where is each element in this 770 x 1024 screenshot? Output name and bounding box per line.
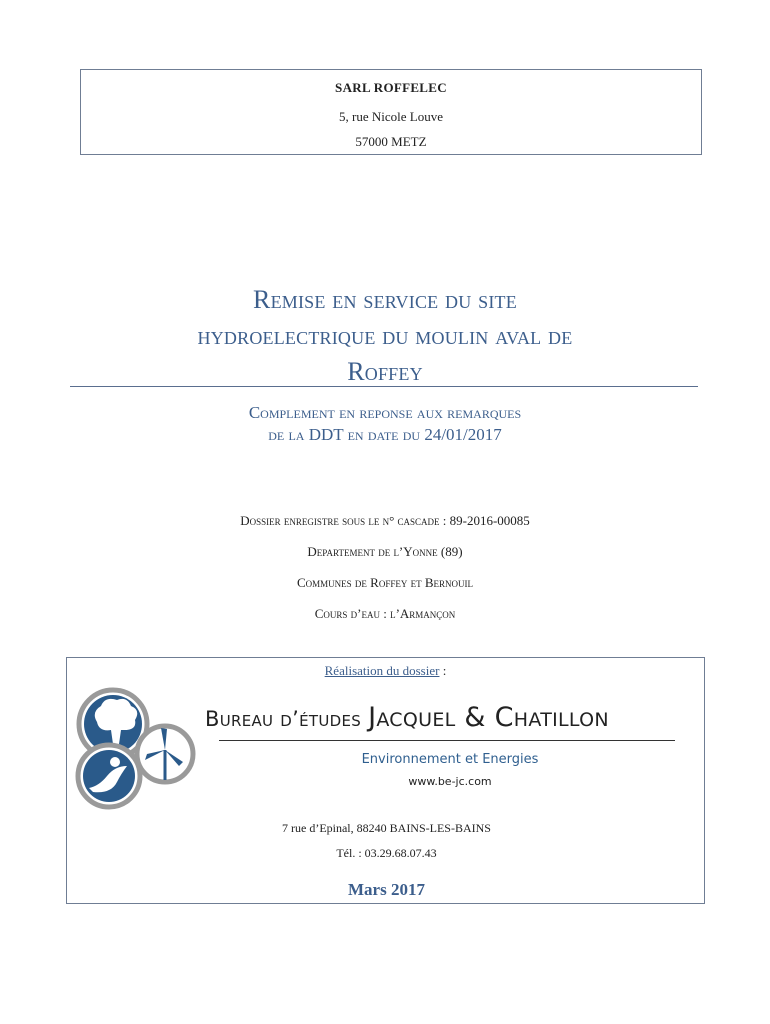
company-phone: Tél. : 03.29.68.07.43: [336, 846, 437, 860]
realisation-label-text: Réalisation du dossier: [324, 663, 440, 678]
title-line-1: Remise en service du site: [253, 285, 517, 314]
company-website: www.be-jc.com: [408, 775, 492, 788]
company-tagline: Environnement et Energies: [361, 752, 539, 767]
dossier-number: Dossier enregistre sous le n° cascade : 89-2016-00085: [240, 513, 530, 528]
realisation-label: [67, 663, 704, 679]
title-line-3: Roffey: [347, 357, 423, 386]
title-line-2: hydroelectrique du moulin aval de: [197, 321, 573, 350]
departement: Departement de l’Yonne (89): [307, 544, 463, 559]
document-subtitle: [80, 402, 690, 446]
company-name: [205, 702, 705, 733]
client-city: 57000 METZ: [355, 134, 427, 149]
realisation-box: [66, 657, 705, 904]
client-name: SARL ROFFELEC: [335, 80, 447, 95]
logo-wave-dot: [110, 757, 120, 767]
company-logo-icon: [75, 684, 207, 812]
client-street: 5, rue Nicole Louve: [339, 109, 443, 124]
company-address: 7 rue d’Epinal, 88240 BAINS-LES-BAINS: [282, 821, 491, 835]
company-divider: [219, 740, 675, 741]
cours-d-eau: Cours d’eau : l’Armançon: [314, 606, 456, 621]
company-name-part2: Jacquel & Chatillon: [368, 702, 609, 733]
subtitle-line-1: Complement en reponse aux remarques: [248, 403, 522, 422]
company-name-part1: Bureau d’études: [205, 707, 369, 731]
document-title: [80, 282, 690, 390]
realisation-label-colon: :: [439, 663, 447, 678]
title-divider: [70, 386, 698, 387]
client-box: [80, 69, 702, 155]
subtitle-line-2: de la DDT en date du 24/01/2017: [268, 425, 502, 444]
document-date: Mars 2017: [348, 880, 425, 899]
communes: Communes de Roffey et Bernouil: [296, 575, 473, 590]
